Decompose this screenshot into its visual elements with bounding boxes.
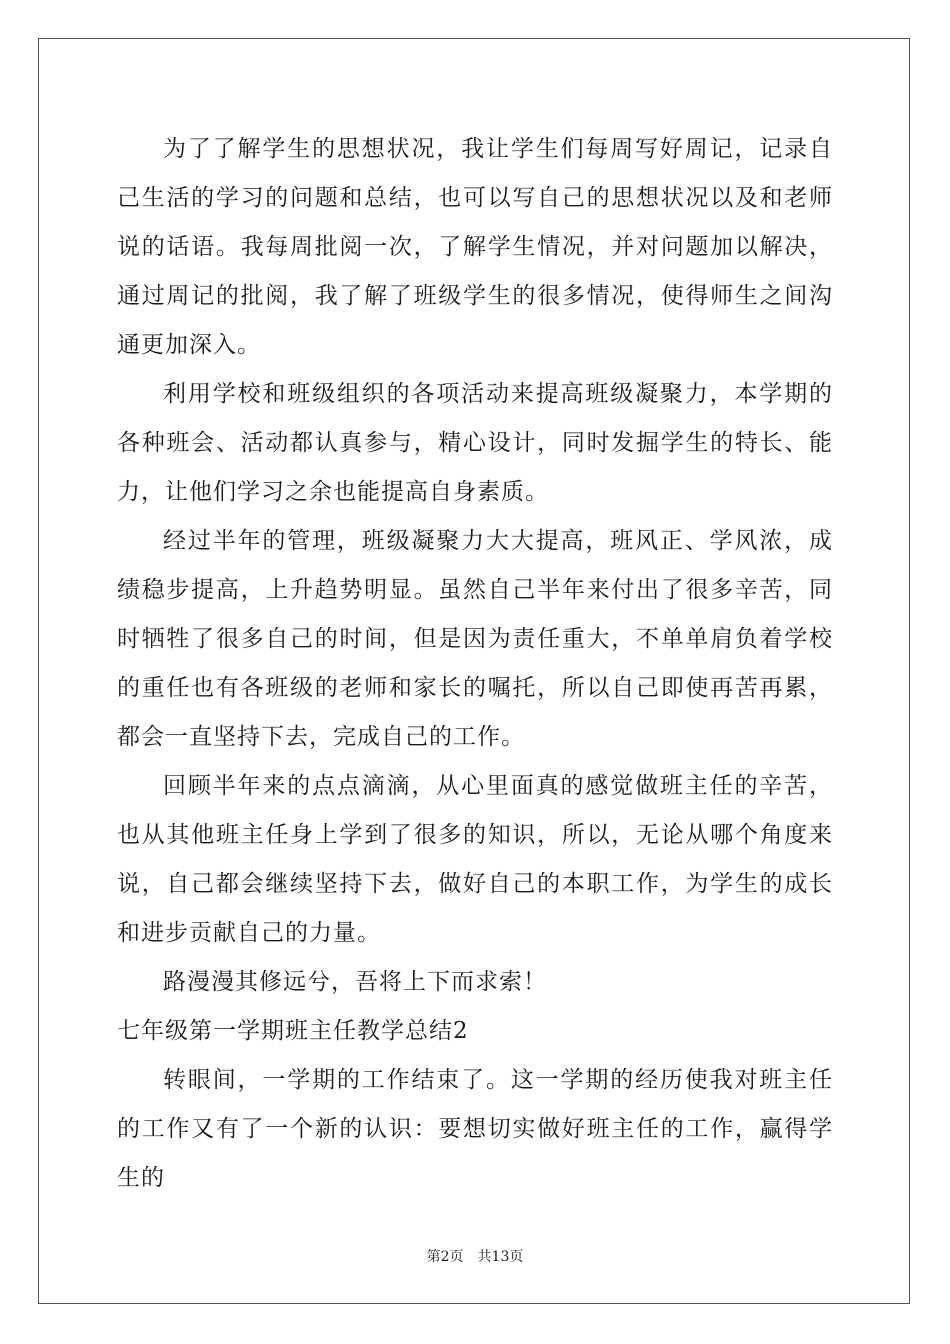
paragraph-weekly-journal: 为了了解学生的思想状况，我让学生们每周写好周记，记录自己生活的学习的问题和总结，也可以写自己的思想状况以及和老师说的话语。我每周批阅一次，了解学生情况，并对问题加以解决，通过周记的批阅，我了解了班级学生的很多情况，使得师生之间沟通更加深入。 xyxy=(117,136,833,358)
paragraph-management-results: 经过半年的管理，班级凝聚力大大提高，班风正、学风浓，成绩稳步提高，上升趋势明显。虽然自己半年来付出了很多辛苦，同时牺牲了很多自己的时间，但是因为责任重大，不单单肩负着学校的重任也有各班级的老师和家长的嘱托，所以自己即使再苦再累，都会一直坚持下去，完成自己的工作。 xyxy=(117,528,833,750)
paragraph-quote: 路漫漫其修远兮，吾将上下而求索！ xyxy=(163,969,547,995)
page-footer xyxy=(0,1247,950,1267)
current-page-number: 第2页 xyxy=(426,1249,464,1265)
paragraph-class-activities: 利用学校和班级组织的各项活动来提高班级凝聚力，本学期的各种班会、活动都认真参与，精心设计，同时发掘学生的特长、能力，让他们学习之余也能提高自身素质。 xyxy=(117,381,833,505)
paragraph-reflection: 回顾半年来的点点滴滴，从心里面真的感觉做班主任的辛苦，也从其他班主任身上学到了很多的知识，所以，无论从哪个角度来说，自己都会继续坚持下去，做好自己的本职工作，为学生的成长和进步贡献自己的力量。 xyxy=(117,773,833,946)
paragraph-new-section-intro: 转眼间，一学期的工作结束了。这一学期的经历使我对班主任的工作又有了一个新的认识：要想切实做好班主任的工作，赢得学生的 xyxy=(117,1067,833,1191)
document-body xyxy=(117,125,833,1203)
total-page-count: 共13页 xyxy=(477,1249,524,1265)
section-heading: 七年级第一学期班主任教学总结2 xyxy=(117,1018,469,1044)
